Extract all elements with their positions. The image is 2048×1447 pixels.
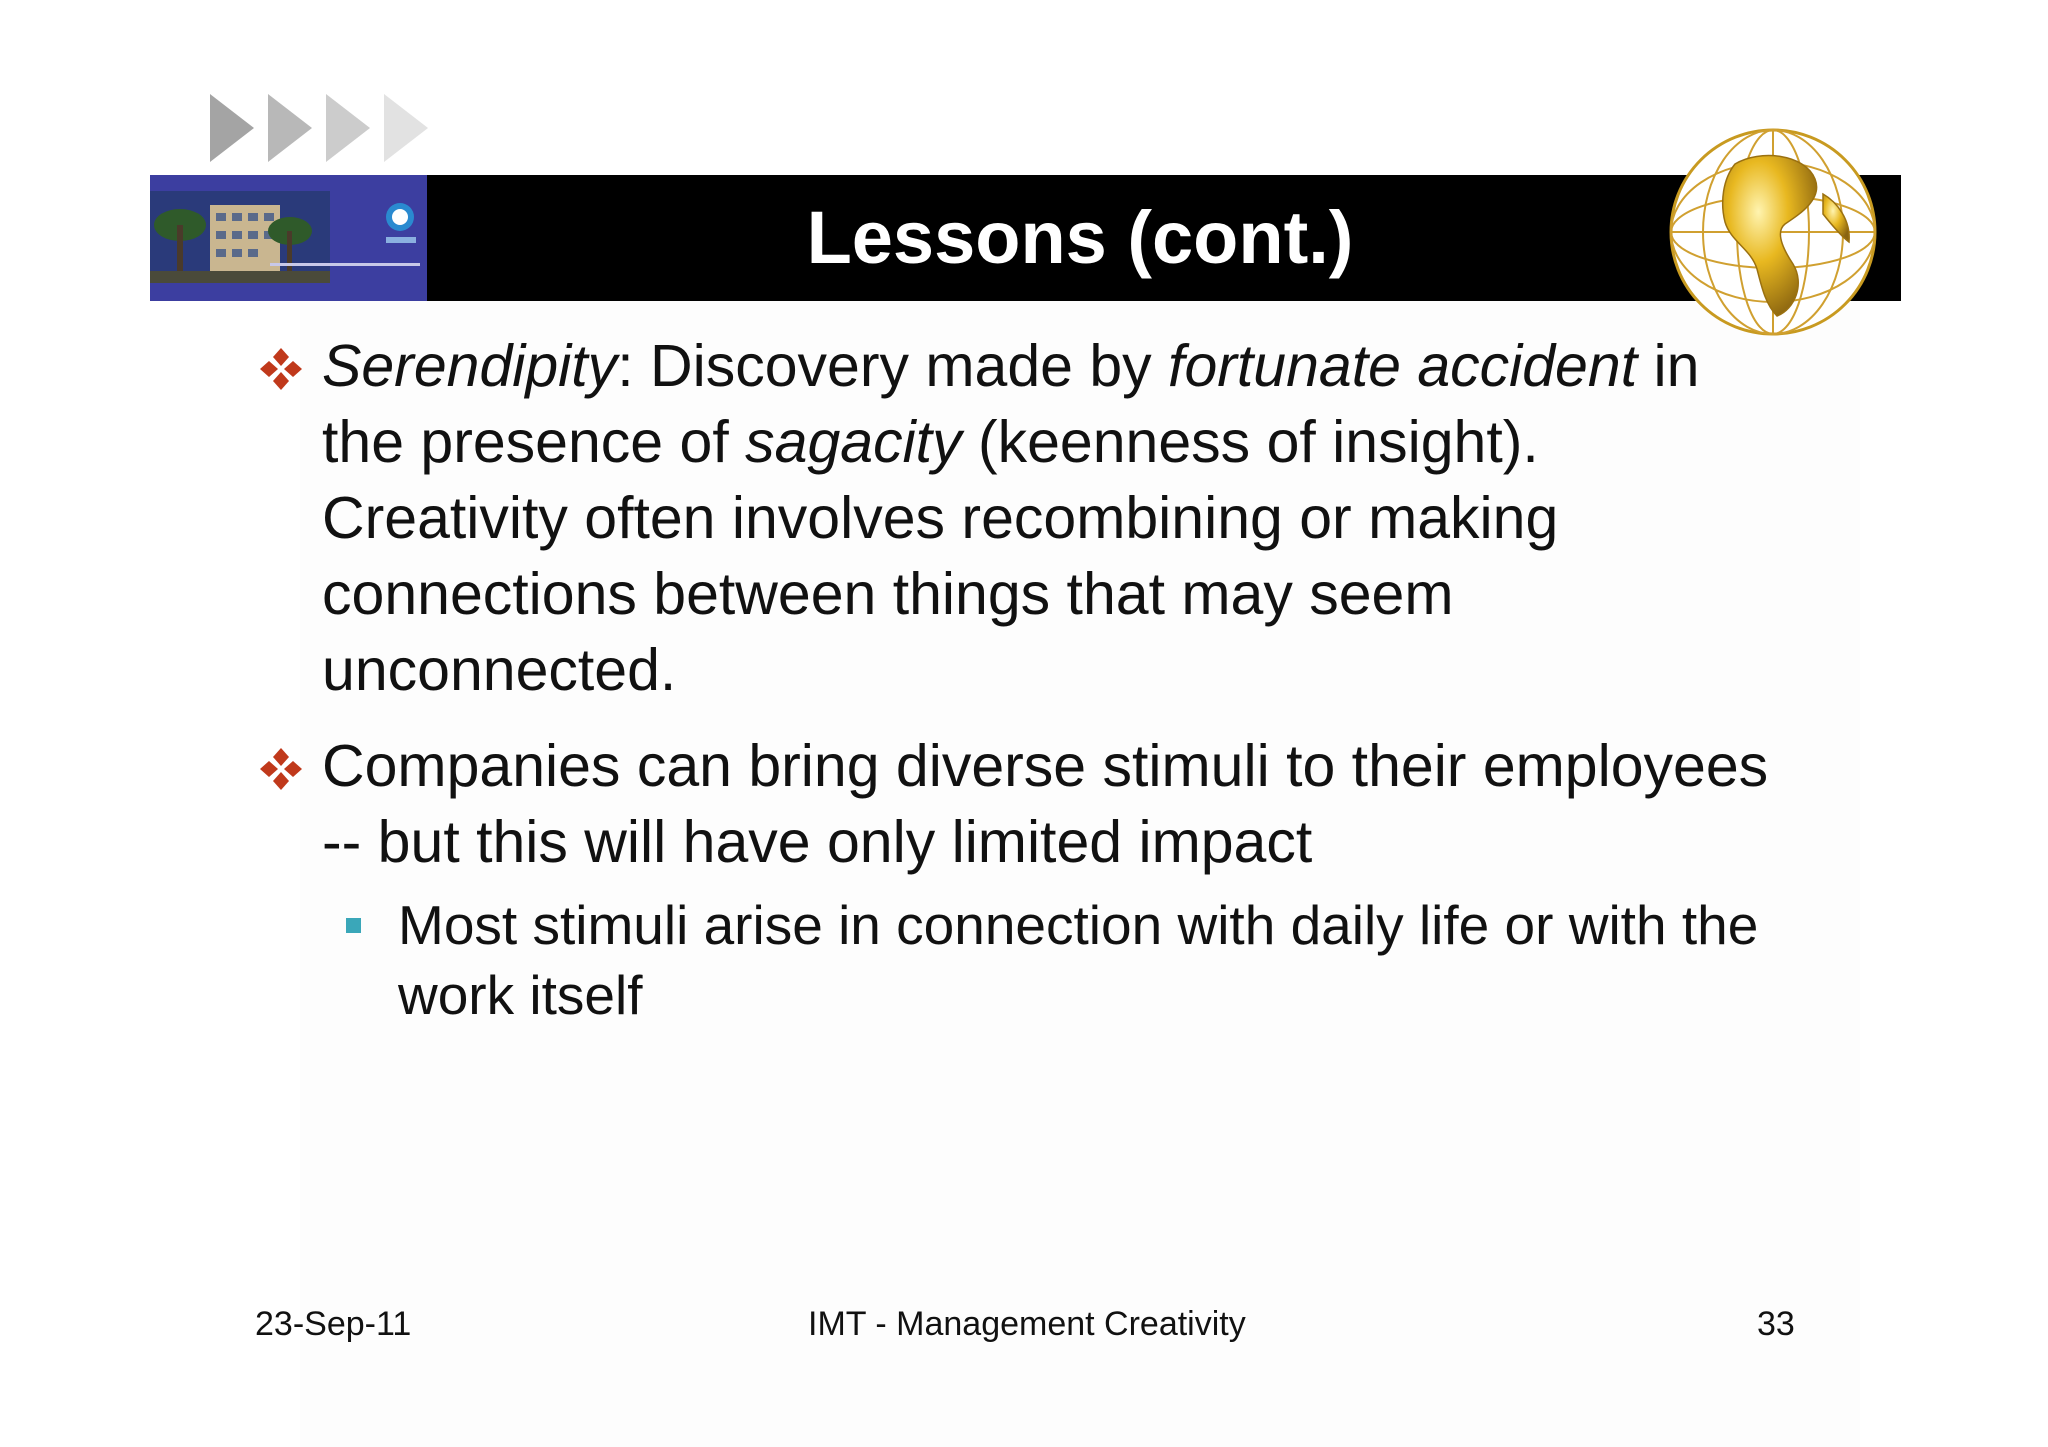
bullet-serendipity bbox=[258, 328, 1778, 708]
square-bullet-icon bbox=[346, 918, 361, 933]
bullet-text bbox=[322, 328, 1778, 708]
text-segment: : Discovery made by bbox=[617, 333, 1169, 399]
term-sagacity: sagacity bbox=[745, 409, 962, 475]
institute-logo-icon bbox=[150, 175, 427, 301]
footer-course: IMT - Management Creativity bbox=[808, 1305, 1246, 1343]
term-fortunate-accident: fortunate accident bbox=[1168, 333, 1638, 399]
bullet-text: Companies can bring diverse stimuli to their employees -- but this will have only limited impact bbox=[322, 733, 1769, 875]
bullet-companies bbox=[258, 728, 1778, 880]
chevron-arrows-icon bbox=[208, 92, 438, 164]
footer-date: 23-Sep-11 bbox=[255, 1305, 412, 1343]
sub-bullet-stimuli bbox=[346, 890, 1766, 1030]
footer-page-number: 33 bbox=[1757, 1305, 1795, 1343]
text-segment: in the presence of bbox=[322, 333, 1700, 475]
slide-title: Lessons (cont.) bbox=[806, 196, 1354, 279]
text-segment: (keenness of insight). Creativity often involves recombining or making connections between things that may seem unconnected. bbox=[322, 409, 1559, 703]
diamond-cluster-icon bbox=[258, 346, 304, 392]
term-serendipity: Serendipity bbox=[322, 333, 618, 399]
sub-bullet-text: Most stimuli arise in connection with daily life or with the work itself bbox=[398, 894, 1759, 1026]
diamond-cluster-icon bbox=[258, 746, 304, 792]
globe-icon bbox=[1665, 124, 1881, 340]
